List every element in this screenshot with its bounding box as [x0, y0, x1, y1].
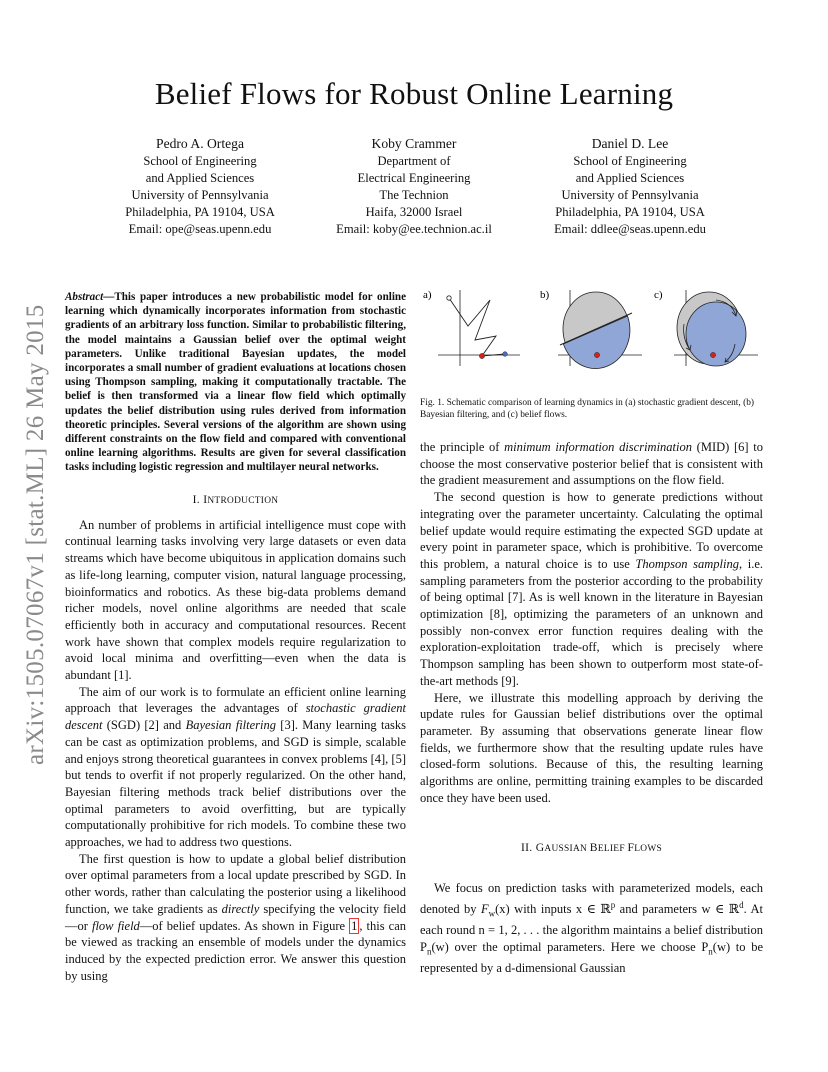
- section-heading-introduction: I. INTRODUCTION: [192, 493, 279, 506]
- author-name: Pedro A. Ortega: [156, 136, 244, 151]
- author-email: Email: ope@seas.upenn.edu: [128, 222, 272, 236]
- paragraph: The first question is how to update a global belief distribution over optimal parameters from a local update prescribed by SGD. In other words, rather than calculating the posterior using a likelihood function, we take gradients as directly specifying the velocity field—or flow field—of belief updates. As shown in Figure 1 , this can be viewed as tracking an ensemble of models under the dynamics induced by the expected prediction error. We answer this question by using: [65, 851, 406, 983]
- paragraph: The aim of our work is to formulate an efficient online learning approach that leverages the advantages of stochastic gradient descent (SGD) [2] and Bayesian filtering [3]. Many learning tasks can be cast as optimization problems, and SGD is simple, scalable and enjoys strong theoretical guarantees in convex problems [4], [5] but tends to overfit if not properly regularized. On the other hand, Bayesian filtering methods track belief distributions over the optimal parameters to avoid overfitting, but are typically computationally prohibitive for rich models. To combine these two approaches, we had to address two questions.: [65, 684, 406, 850]
- affiliation-line: and Applied Sciences: [145, 171, 255, 185]
- paragraph: the principle of minimum information discrimination (MID) [6] to choose the most conservative posterior belief that is consistent with the gradient measurement and assumptions on the flow field.: [420, 440, 763, 488]
- arxiv-stamp: arXiv:1505.07067v1 [stat.ML] 26 May 2015: [22, 304, 49, 765]
- paragraph: We focus on prediction tasks with parameterized models, each denoted by $F_w(x)$ with inputs x ∈ ℝ$^p$ and parameters w ∈ ℝ$^d$. At each round n = 1, 2, . . . the algorithm maintains a belief distribution $P_n(w)$ over the optimal parameters. Here we choose $P_n(w)$ to be represented by a d-dimensional Gaussian: [420, 881, 763, 976]
- figure-caption: Fig. 1. Schematic comparison of learning dynamics in (a) stochastic gradient descent, (b) Bayesian filtering, and (c) belief flows.: [420, 398, 755, 420]
- panel-c-belief-flow: [674, 290, 758, 366]
- figure-1: [420, 286, 765, 396]
- author-name: Koby Crammer: [371, 136, 457, 151]
- abstract: [65, 290, 406, 475]
- affiliation-line: Haifa, 32000 Israel: [365, 205, 463, 219]
- affiliation-line: School of Engineering: [143, 154, 257, 168]
- author-email: Email: ddlee@seas.upenn.edu: [554, 222, 706, 236]
- right-column: [420, 439, 763, 977]
- author-block-1: [110, 135, 290, 238]
- affiliation-line: University of Pennsylvania: [561, 188, 699, 202]
- affiliation-line: Philadelphia, PA 19104, USA: [555, 205, 705, 219]
- paragraph: Here, we illustrate this modelling approach by deriving the update rules for Gaussian belief distributions over the optimal parameter. By assuming that observations generate linear flow fields, we furthermore show that the resulting update rules have closed-form solutions. Because of this, the resulting learning algorithms are online, permitting training examples to be discarded once they have been used.: [420, 690, 763, 805]
- left-column: [65, 492, 406, 984]
- paragraph: An number of problems in artificial intelligence must cope with continual learning tasks involving very large datasets or even data streams which have become ubiquitous in application domains such as life-long learning, computer vision, natural language processing, bioinformatics and robotics. As these big-data problems demand richer models, novel online algorithms are needed that scale efficiently both in accuracy and computational resources. Recent work have shown that complex models require regularization to avoid local minima and overfitting—even when the data is abundant [1].: [65, 517, 406, 683]
- panel-b-bayesian-filter: [558, 290, 642, 369]
- abstract-label: Abstract: [65, 291, 104, 303]
- abstract-text: —This paper introduces a new probabilistic model for online learning which dynamically incorporates information from stochastic gradients of an arbitrary loss function. Similar to probabilistic filtering, the model maintains a Gaussian belief over the optimal weight parameters. Unlike traditional Bayesian updates, the model incorporates a small number of gradient evaluations at locations chosen using Thompson sampling, making it computationally tractable. The belief is then transformed via a linear flow field which optimally updates the belief distribution using rules derived from information theoretic principles. Several versions of the algorithm are shown using different constraints on the flow field and compared with conventional online learning algorithms. Results are given for several classification tasks including logistic regression and multilayer neural networks.: [65, 291, 406, 474]
- affiliation-line: Electrical Engineering: [357, 171, 471, 185]
- author-email: Email: koby@ee.technion.ac.il: [336, 222, 492, 236]
- figure-reference-link[interactable]: 1: [351, 918, 358, 933]
- paper-title: Belief Flows for Robust Online Learning: [154, 76, 674, 111]
- panel-label-b: b): [540, 289, 550, 301]
- affiliation-line: Department of: [377, 154, 451, 168]
- paragraph: The second question is how to generate predictions without integrating over the parameter uncertainty. Calculating the optimal belief update would require estimating the expected SGD update at every point in parameter space, which is prohibitive. To overcome this problem, a natural choice is to use Thompson sampling, i.e. sampling parameters from the posterior according to the probability of being optimal [7]. As is well known in the literature in Bayesian optimization [8], optimizing the parameters of an unknown and possibly non-convex error function requires dealing with the exploration-exploitation trade-off, which is precisely where Thompson sampling has been shown to outperform most state-of-the-art methods [9].: [420, 490, 764, 688]
- affiliation-line: Philadelphia, PA 19104, USA: [125, 205, 275, 219]
- author-block-2: [319, 135, 509, 238]
- panel-label-c: c): [654, 289, 663, 301]
- panel-label-a: a): [423, 289, 432, 301]
- panel-a-sgd-path: [438, 290, 520, 366]
- affiliation-line: School of Engineering: [573, 154, 687, 168]
- author-name: Daniel D. Lee: [591, 136, 669, 151]
- affiliation-line: University of Pennsylvania: [131, 188, 269, 202]
- section-heading-gaussian-belief-flows: II. GAUSSIAN BELIEF FLOWS: [520, 841, 662, 855]
- affiliation-line: and Applied Sciences: [575, 171, 685, 185]
- affiliation-line: The Technion: [379, 188, 449, 202]
- author-block-3: [540, 135, 720, 238]
